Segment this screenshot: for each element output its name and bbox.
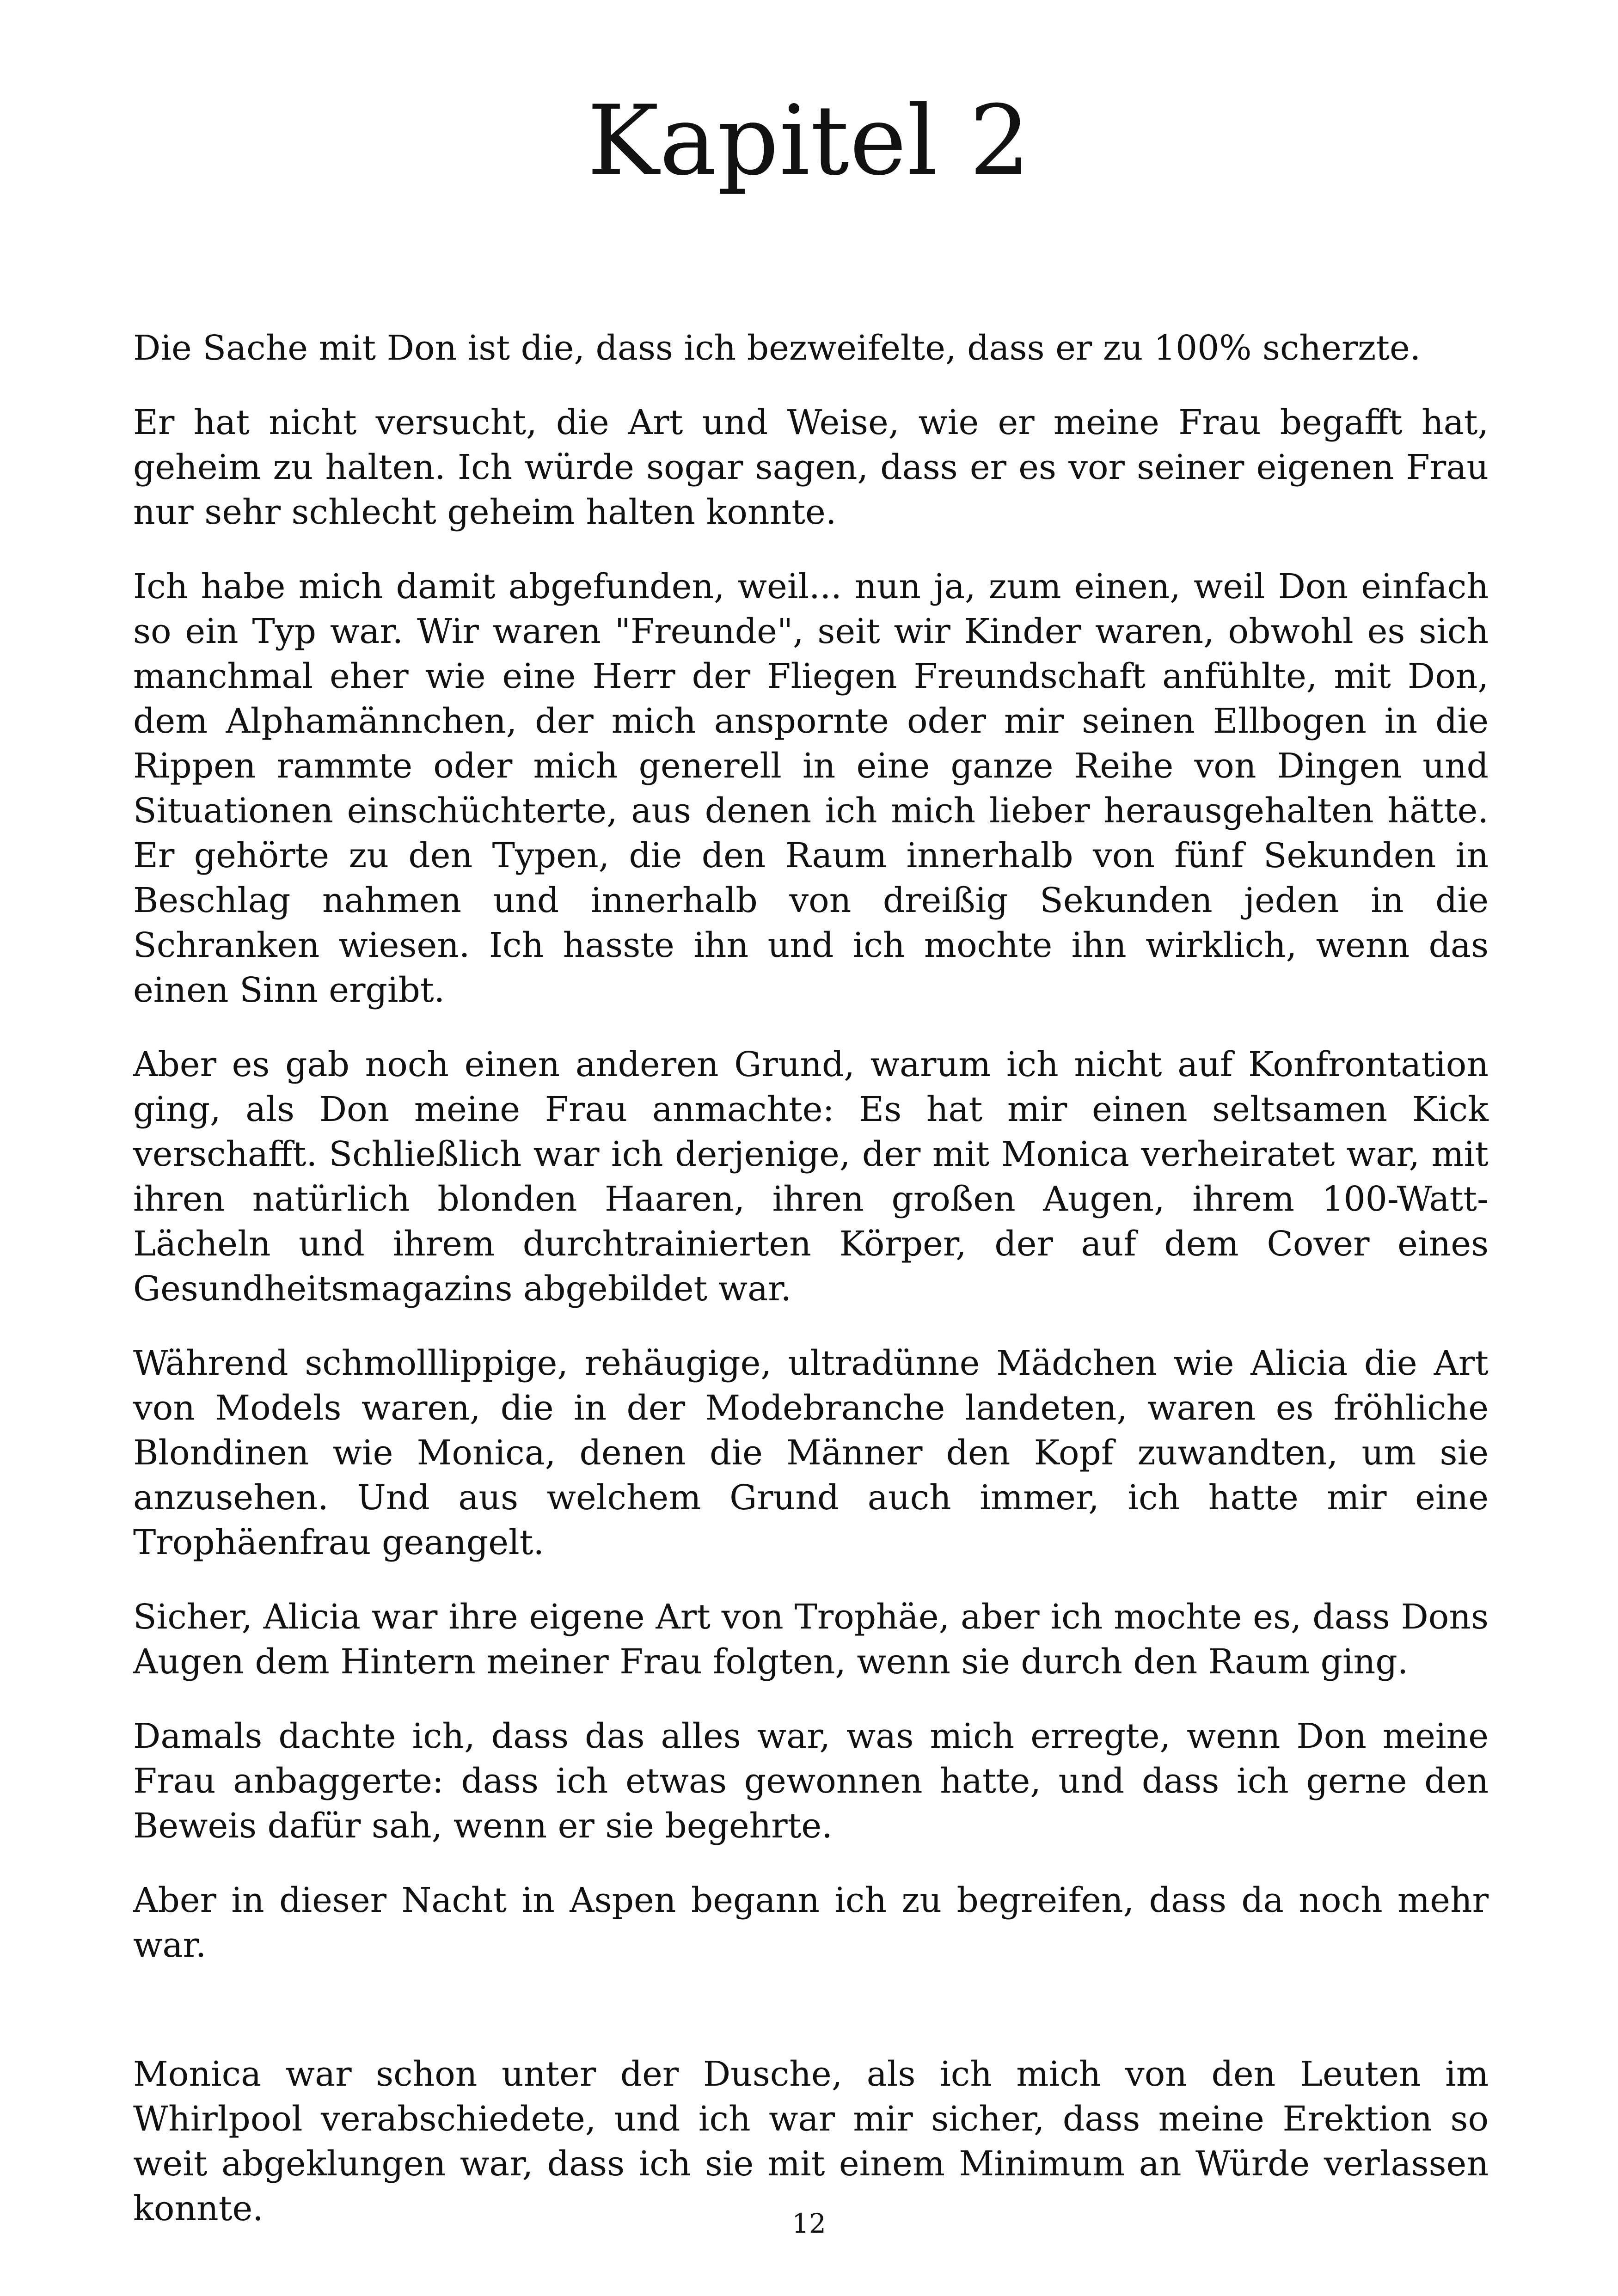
paragraph: Aber es gab noch einen anderen Grund, warum ich nicht auf Konfrontation ging, als Don meine Frau anmachte: Es hat mir einen seltsamen Kick verschafft. Schließlich war ich derjenige, der mit Monica verheiratet war, mit ihren natürlich blonden Haaren, ihren großen Augen, ihrem 100-Watt-Lächeln und ihrem durchtrainierten Körper, der auf dem Cover eines Gesundheitsmagazins abgebildet war. (133, 1045, 1489, 1309)
paragraph: Ich habe mich damit abgefunden, weil... nun ja, zum einen, weil Don einfach so ein Typ war. Wir waren "Freunde", seit wir Kinder waren, obwohl es sich manchmal eher wie eine Herr der Fliegen Freundschaft anfühlte, mit Don, dem Alphamännchen, der mich anspornte oder mir seinen Ellbogen in die Rippen rammte oder mich generell in eine ganze Reihe von Dingen und Situationen einschüchterte, aus denen ich mich lieber herausgehalten hätte. Er gehörte zu den Typen, die den Raum innerhalb von fünf Sekunden in Beschlag nahmen und innerhalb von dreißig Sekunden jeden in die Schranken wiesen. Ich hasste ihn und ich mochte ihn wirklich, wenn das einen Sinn ergibt. (133, 567, 1489, 1010)
paragraph: Monica war schon unter der Dusche, als ich mich von den Leuten im Whirlpool verabschiedete, und ich war mir sicher, dass meine Erektion so weit abgeklungen war, dass ich sie mit einem Minimum an Würde verlassen konnte. (133, 2054, 1489, 2229)
paragraph: Damals dachte ich, dass das alles war, was mich erregte, wenn Don meine Frau anbaggerte: dass ich etwas gewonnen hatte, und dass ich gerne den Beweis dafür sah, wenn er sie begehrte. (133, 1716, 1489, 1846)
paragraph: Die Sache mit Don ist die, dass ich bezweifelte, dass er zu 100% scherzte. (133, 328, 1421, 368)
page-number: 12 (792, 2208, 826, 2239)
paragraph: Während schmolllippige, rehäugige, ultradünne Mädchen wie Alicia die Art von Models waren, die in der Modebranche landeten, waren es fröhliche Blondinen wie Monica, denen die Männer den Kopf zuwandten, um sie anzusehen. Und aus welchem Grund auch immer, ich hatte mir eine Trophäenfrau geangelt. (133, 1343, 1489, 1562)
section-break (133, 1997, 1489, 2052)
body-text (133, 326, 1489, 2261)
paragraph: Er hat nicht versucht, die Art und Weise, wie er meine Frau begafft hat, geheim zu halten. Ich würde sogar sagen, dass er es vor seiner eigenen Frau nur sehr schlecht geheim halten konnte. (133, 403, 1489, 532)
paragraph: Aber in dieser Nacht in Aspen begann ich zu begreifen, dass da noch mehr war. (133, 1880, 1489, 1965)
paragraph: Sicher, Alicia war ihre eigene Art von Trophäe, aber ich mochte es, dass Dons Augen dem Hintern meiner Frau folgten, wenn sie durch den Raum ging. (133, 1597, 1489, 1682)
chapter-title: Kapitel 2 (587, 85, 1031, 197)
